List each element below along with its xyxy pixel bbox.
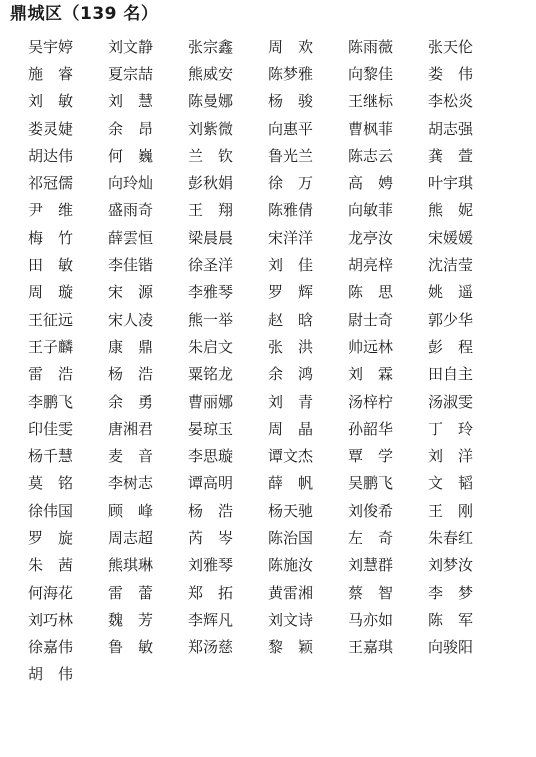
person-name: 刘文静 (108, 37, 154, 56)
person-name: 宋人凌 (108, 310, 154, 329)
person-name: 朱 茜 (28, 556, 74, 575)
person-name: 刘慧群 (348, 556, 394, 575)
person-name: 杨千慧 (28, 447, 74, 466)
person-name: 盛雨奇 (108, 201, 154, 220)
person-name: 印佳雯 (28, 419, 74, 438)
person-name: 赵 晗 (268, 310, 314, 329)
person-name: 郑汤慈 (188, 638, 234, 657)
person-name: 陈 军 (428, 610, 474, 629)
person-name: 顾 峰 (108, 501, 154, 520)
person-name: 黎 颖 (268, 638, 314, 657)
person-name: 田自主 (428, 365, 474, 384)
person-name: 罗 辉 (268, 283, 314, 302)
person-name: 何海花 (28, 583, 74, 602)
person-name: 宋 源 (108, 283, 154, 302)
person-name: 周志超 (108, 528, 154, 547)
person-name: 熊一举 (188, 310, 234, 329)
name-list (22, 33, 532, 688)
person-name: 刘 佳 (268, 256, 314, 275)
person-name: 刘 青 (268, 392, 314, 411)
person-name: 陈雨薇 (348, 37, 394, 56)
person-name: 莫 铭 (28, 474, 74, 493)
person-name: 唐湘君 (108, 419, 154, 438)
person-name: 施 睿 (28, 64, 74, 83)
person-name: 向黎佳 (348, 64, 394, 83)
person-name: 刘巧林 (28, 610, 74, 629)
person-name: 李鹏飞 (28, 392, 74, 411)
person-name: 陈治国 (268, 528, 314, 547)
person-name: 尹 维 (28, 201, 74, 220)
person-name: 胡达伟 (28, 146, 74, 165)
person-name: 田 敏 (28, 256, 74, 275)
person-name: 黄雷湘 (268, 583, 314, 602)
person-name: 陈梦雅 (268, 64, 314, 83)
person-name: 胡亮梓 (348, 256, 394, 275)
person-name: 陈曼娜 (188, 92, 234, 111)
person-name: 李佳锴 (108, 256, 154, 275)
person-name: 尉士奇 (348, 310, 394, 329)
person-name: 周 璇 (28, 283, 74, 302)
person-name: 帅远林 (348, 337, 394, 356)
person-name: 覃 学 (348, 447, 394, 466)
person-name: 宋洋洋 (268, 228, 314, 247)
person-name: 胡志强 (428, 119, 474, 138)
person-name: 叶宇琪 (428, 174, 474, 193)
person-name: 熊威安 (188, 64, 234, 83)
person-name: 徐嘉伟 (28, 638, 74, 657)
person-name: 徐圣洋 (188, 256, 234, 275)
person-name: 梅 竹 (28, 228, 74, 247)
person-name: 王继标 (348, 92, 394, 111)
person-name: 龙亭汝 (348, 228, 394, 247)
person-name: 陈雅倩 (268, 201, 314, 220)
person-name: 龚 萱 (428, 146, 474, 165)
person-name: 刘 敏 (28, 92, 74, 111)
person-name: 张 洪 (268, 337, 314, 356)
person-name: 沈洁莹 (428, 256, 474, 275)
person-name: 杨天驰 (268, 501, 314, 520)
person-name: 汤梓柠 (348, 392, 394, 411)
person-name: 朱启文 (188, 337, 234, 356)
person-name: 梁晨晨 (188, 228, 234, 247)
person-name: 陈 思 (348, 283, 394, 302)
person-name: 李辉凡 (188, 610, 234, 629)
person-name: 张宗鑫 (188, 37, 234, 56)
person-name: 周 晶 (268, 419, 314, 438)
person-name: 李松炎 (428, 92, 474, 111)
person-name: 徐伟国 (28, 501, 74, 520)
person-name: 刘 洋 (428, 447, 474, 466)
person-name: 郭少华 (428, 310, 474, 329)
person-name: 丁 玲 (428, 419, 474, 438)
person-name: 鲁光兰 (268, 146, 314, 165)
person-name: 彭秋娟 (188, 174, 234, 193)
person-name: 祁冠儒 (28, 174, 74, 193)
person-name: 王 刚 (428, 501, 474, 520)
person-name: 李雅琴 (188, 283, 234, 302)
person-name: 谭高明 (188, 474, 234, 493)
person-name: 熊 妮 (428, 201, 474, 220)
person-name: 李树志 (108, 474, 154, 493)
person-name: 鲁 敏 (108, 638, 154, 657)
person-name: 陈施汝 (268, 556, 314, 575)
person-name: 向骏阳 (428, 638, 474, 657)
person-name: 雷 蕾 (108, 583, 154, 602)
person-name: 刘梦汝 (428, 556, 474, 575)
person-name: 蔡 智 (348, 583, 394, 602)
person-name: 宋媛媛 (428, 228, 474, 247)
person-name: 魏 芳 (108, 610, 154, 629)
person-name: 张天伦 (428, 37, 474, 56)
person-name: 吴宇婷 (28, 37, 74, 56)
person-name: 高 娉 (348, 174, 394, 193)
person-name: 曹丽娜 (188, 392, 234, 411)
person-name: 兰 钦 (188, 146, 234, 165)
person-name: 郑 拓 (188, 583, 234, 602)
person-name: 王征远 (28, 310, 74, 329)
person-name: 罗 旋 (28, 528, 74, 547)
person-name: 周 欢 (268, 37, 314, 56)
person-name: 彭 程 (428, 337, 474, 356)
person-name: 姚 遥 (428, 283, 474, 302)
person-name: 娄 伟 (428, 64, 474, 83)
person-name: 徐 万 (268, 174, 314, 193)
person-name: 吴鹏飞 (348, 474, 394, 493)
person-name: 胡 伟 (28, 665, 74, 684)
person-name: 刘文诗 (268, 610, 314, 629)
person-name: 陈志云 (348, 146, 394, 165)
person-name: 王 翔 (188, 201, 234, 220)
person-name: 朱春红 (428, 528, 474, 547)
person-name: 向敏菲 (348, 201, 394, 220)
person-name: 粟铭龙 (188, 365, 234, 384)
person-name: 向惠平 (268, 119, 314, 138)
person-name: 杨 浩 (108, 365, 154, 384)
person-name: 刘紫微 (188, 119, 234, 138)
person-name: 晏琼玉 (188, 419, 234, 438)
person-name: 李思璇 (188, 447, 234, 466)
person-name: 雷 浩 (28, 365, 74, 384)
person-name: 熊琪琳 (108, 556, 154, 575)
person-name: 谭文杰 (268, 447, 314, 466)
person-name: 杨 骏 (268, 92, 314, 111)
person-name: 麦 音 (108, 447, 154, 466)
person-name: 康 鼎 (108, 337, 154, 356)
person-name: 余 昂 (108, 119, 154, 138)
person-name: 刘 慧 (108, 92, 154, 111)
person-name: 余 勇 (108, 392, 154, 411)
person-name: 曹枫菲 (348, 119, 394, 138)
person-name: 芮 岑 (188, 528, 234, 547)
person-name: 娄灵婕 (28, 119, 74, 138)
person-name: 文 韬 (428, 474, 474, 493)
person-name: 刘雅琴 (188, 556, 234, 575)
person-name: 孙韶华 (348, 419, 394, 438)
person-name: 余 鸿 (268, 365, 314, 384)
person-name: 马亦如 (348, 610, 394, 629)
person-name: 左 奇 (348, 528, 394, 547)
person-name: 李 梦 (428, 583, 474, 602)
person-name: 何 巍 (108, 146, 154, 165)
person-name: 王嘉琪 (348, 638, 394, 657)
person-name: 杨 浩 (188, 501, 234, 520)
person-name: 刘 霖 (348, 365, 394, 384)
district-heading: 鼎城区（139 名） (10, 4, 159, 24)
person-name: 夏宗喆 (108, 64, 154, 83)
person-name: 薛雲恒 (108, 228, 154, 247)
person-name: 刘俊希 (348, 501, 394, 520)
person-name: 薛 帆 (268, 474, 314, 493)
person-name: 王子麟 (28, 337, 74, 356)
person-name: 汤淑雯 (428, 392, 474, 411)
person-name: 向玲灿 (108, 174, 154, 193)
